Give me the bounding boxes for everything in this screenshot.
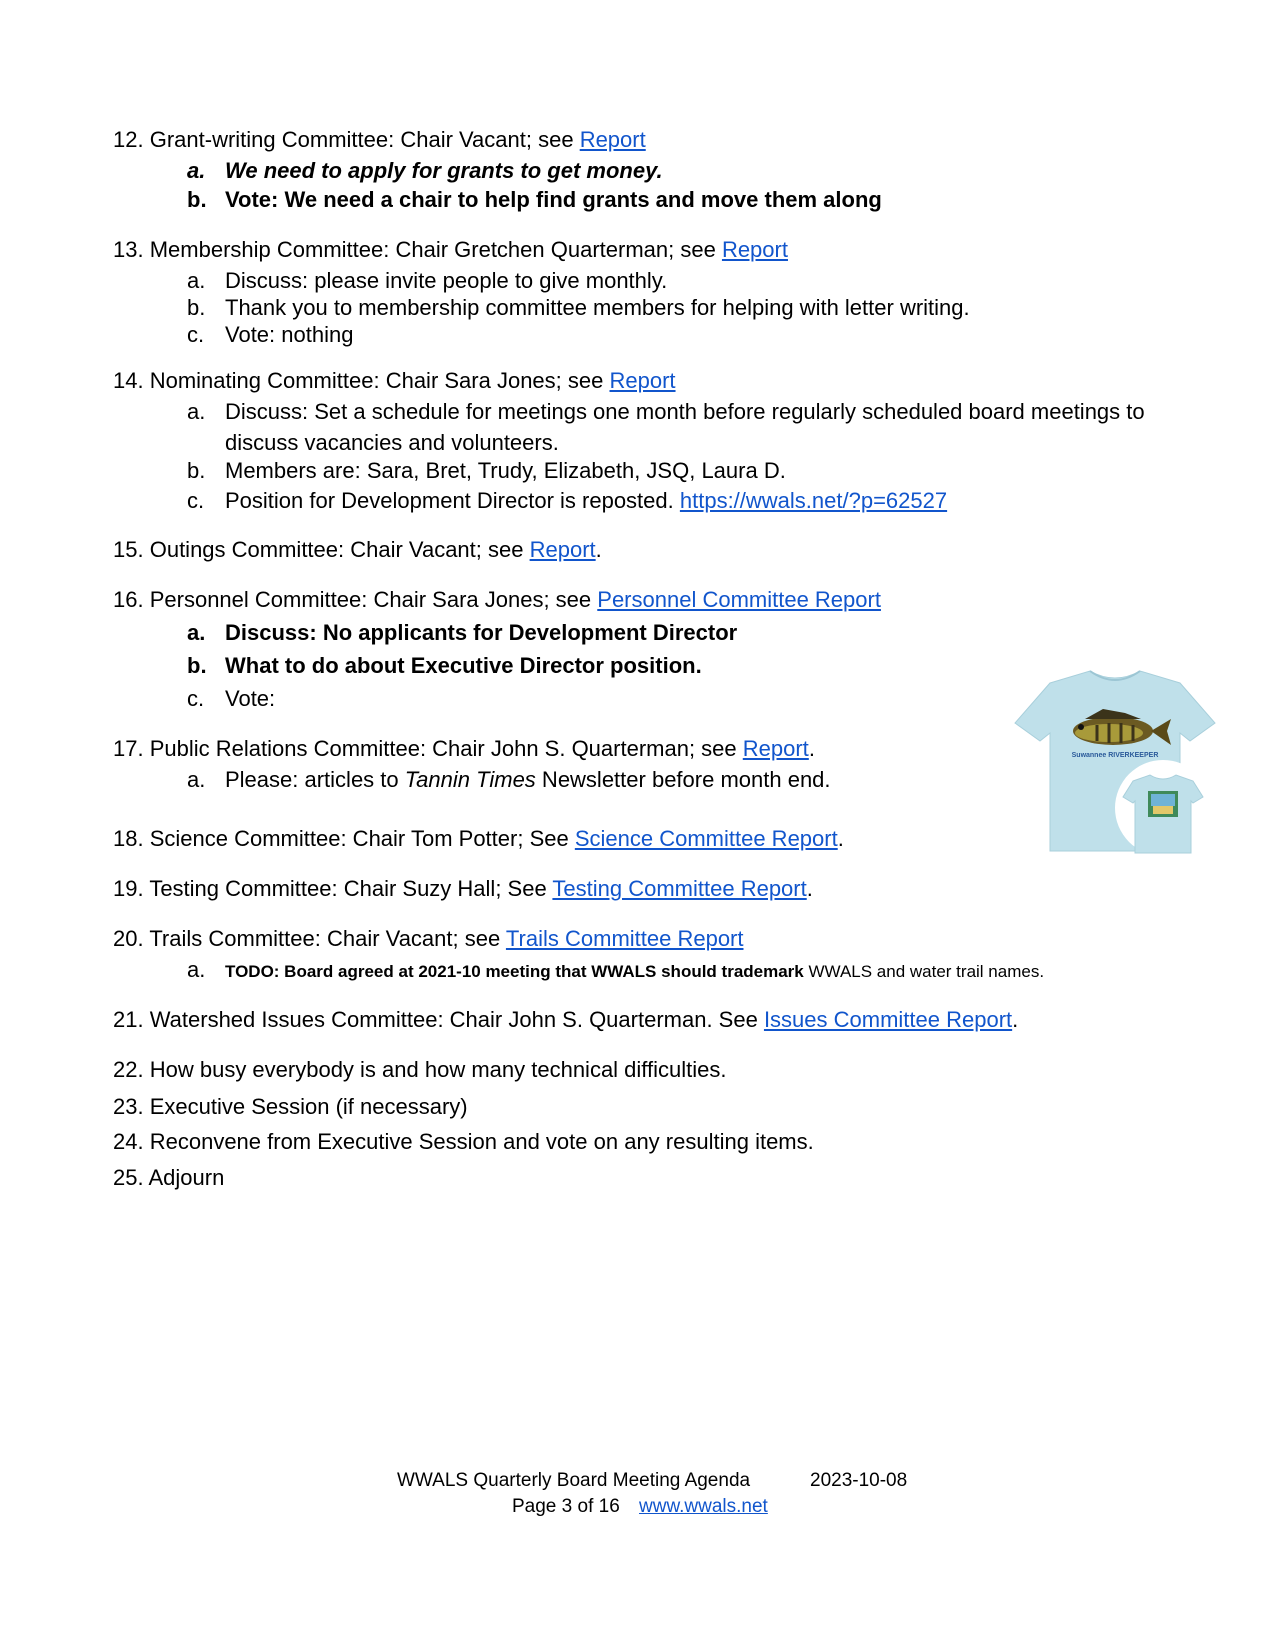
report-link[interactable]: Report <box>609 368 676 393</box>
agenda-item-23: 23. Executive Session (if necessary) <box>113 1094 468 1119</box>
personnel-report-link[interactable]: Personnel Committee Report <box>597 587 881 612</box>
sub-item: b. Thank you to membership committee members for helping with letter writing. <box>187 295 970 320</box>
agenda-item-21: 21. Watershed Issues Committee: Chair John S. Quarterman. See Issues Committee Report. <box>113 1007 1019 1032</box>
sub-item: b. Vote: We need a chair to help find grants and move them along <box>187 187 882 212</box>
sub-item: a. Discuss: No applicants for Development Director <box>187 620 738 645</box>
job-posting-link[interactable]: https://wwals.net/?p=62527 <box>679 488 948 513</box>
trails-report-link[interactable]: Trails Committee Report <box>505 926 744 951</box>
sub-item: a. Discuss: Set a schedule for meetings one month before regularly scheduled board meetings to discuss vacancies and volunteers. <box>187 399 1145 455</box>
report-link[interactable]: Report <box>721 237 788 262</box>
sub-item: a. We need to apply for grants to get money. <box>187 158 663 183</box>
agenda-item-12: 12. Grant-writing Committee: Chair Vacant; see Report <box>113 127 646 152</box>
sub-item: c. Vote: nothing <box>187 322 354 347</box>
testing-report-link[interactable]: Testing Committee Report <box>552 876 807 901</box>
sub-item: c. Vote: <box>187 686 276 711</box>
page-number: Page 3 of 16 <box>512 1496 620 1517</box>
agenda-item-15: 15. Outings Committee: Chair Vacant; see Report. <box>113 537 602 562</box>
agenda-item-19: 19. Testing Committee: Chair Suzy Hall; See Testing Committee Report. <box>113 876 813 901</box>
agenda-item-14: 14. Nominating Committee: Chair Sara Jones; see Report <box>113 368 676 393</box>
sub-item: b. What to do about Executive Director position. <box>187 653 702 678</box>
agenda-item-13: 13. Membership Committee: Chair Gretchen Quarterman; see Report <box>113 237 788 262</box>
agenda-item-16: 16. Personnel Committee: Chair Sara Jones; see Personnel Committee Report <box>113 587 881 612</box>
sub-item: b. Members are: Sara, Bret, Trudy, Elizabeth, JSQ, Laura D. <box>187 458 786 483</box>
website-link[interactable]: www.wwals.net <box>639 1496 768 1517</box>
sub-item: a. Discuss: please invite people to give monthly. <box>187 268 668 293</box>
agenda-item-17: 17. Public Relations Committee: Chair John S. Quarterman; see Report. <box>113 736 815 761</box>
footer-date: 2023-10-08 <box>810 1470 908 1491</box>
tshirt-caption: Suwannee RIVERKEEPER <box>1071 752 1159 759</box>
science-report-link[interactable]: Science Committee Report <box>574 826 838 851</box>
sub-item: a. TODO: Board agreed at 2021-10 meeting that WWALS should trademark WWALS and water trail names. <box>187 957 1045 982</box>
sub-item: c. Position for Development Director is reposted. https://wwals.net/?p=62527 <box>187 488 948 513</box>
footer-title: WWALS Quarterly Board Meeting Agenda <box>397 1470 751 1491</box>
agenda-item-24: 24. Reconvene from Executive Session and vote on any resulting items. <box>113 1129 814 1154</box>
report-link[interactable]: Report <box>742 736 809 761</box>
agenda-item-22: 22. How busy everybody is and how many technical difficulties. <box>113 1057 727 1082</box>
report-link[interactable]: Report <box>529 537 596 562</box>
sub-item: a. Please: articles to Tannin Times Newsletter before month end. <box>187 767 831 792</box>
issues-report-link[interactable]: Issues Committee Report <box>763 1007 1013 1032</box>
agenda-item-18: 18. Science Committee: Chair Tom Potter; See Science Committee Report. <box>113 826 844 851</box>
fish-tshirt-image <box>1005 663 1225 863</box>
report-link[interactable]: Report <box>579 127 646 152</box>
agenda-item-25: 25. Adjourn <box>113 1165 225 1190</box>
agenda-item-20: 20. Trails Committee: Chair Vacant; see Trails Committee Report <box>113 926 744 951</box>
